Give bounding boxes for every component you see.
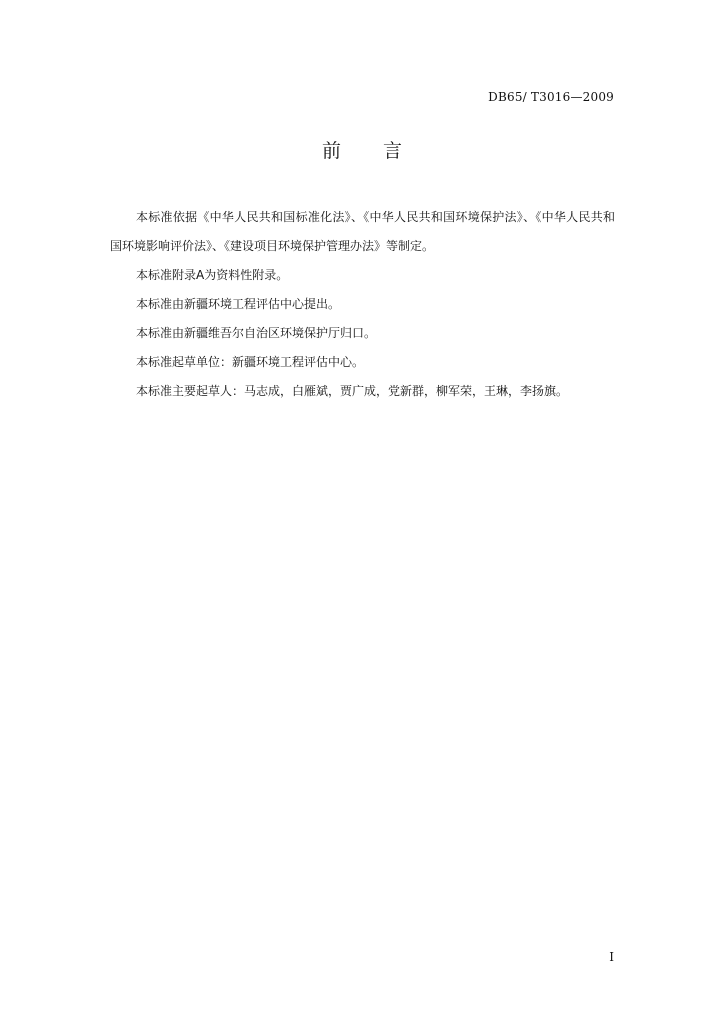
foreword-body: [110, 203, 615, 406]
document-code: DB65/ T3016—2009: [488, 90, 614, 104]
paragraph-legal-basis: 本标准依据《中华人民共和国标准化法》、《中华人民共和国环境保护法》、《中华人民共和国环境影响评价法》、《建设项目环境保护管理办法》等制定。: [110, 210, 615, 253]
paragraph-centralized-authority: 本标准由新疆维吾尔自治区环境保护厅归口。: [136, 326, 377, 340]
paragraph-main-drafters: 本标准主要起草人：马志成，白雁斌，贾广成，党新群，柳军荣，王琳，李扬旗。: [136, 384, 569, 398]
page-title: 前言: [321, 140, 444, 162]
paragraph-proposer: 本标准由新疆环境工程评估中心提出。: [136, 297, 341, 311]
paragraph-appendix: 本标准附录A为资料性附录。: [136, 268, 289, 282]
paragraph-drafting-unit: 本标准起草单位：新疆环境工程评估中心。: [136, 355, 365, 369]
page-number: I: [609, 950, 614, 964]
